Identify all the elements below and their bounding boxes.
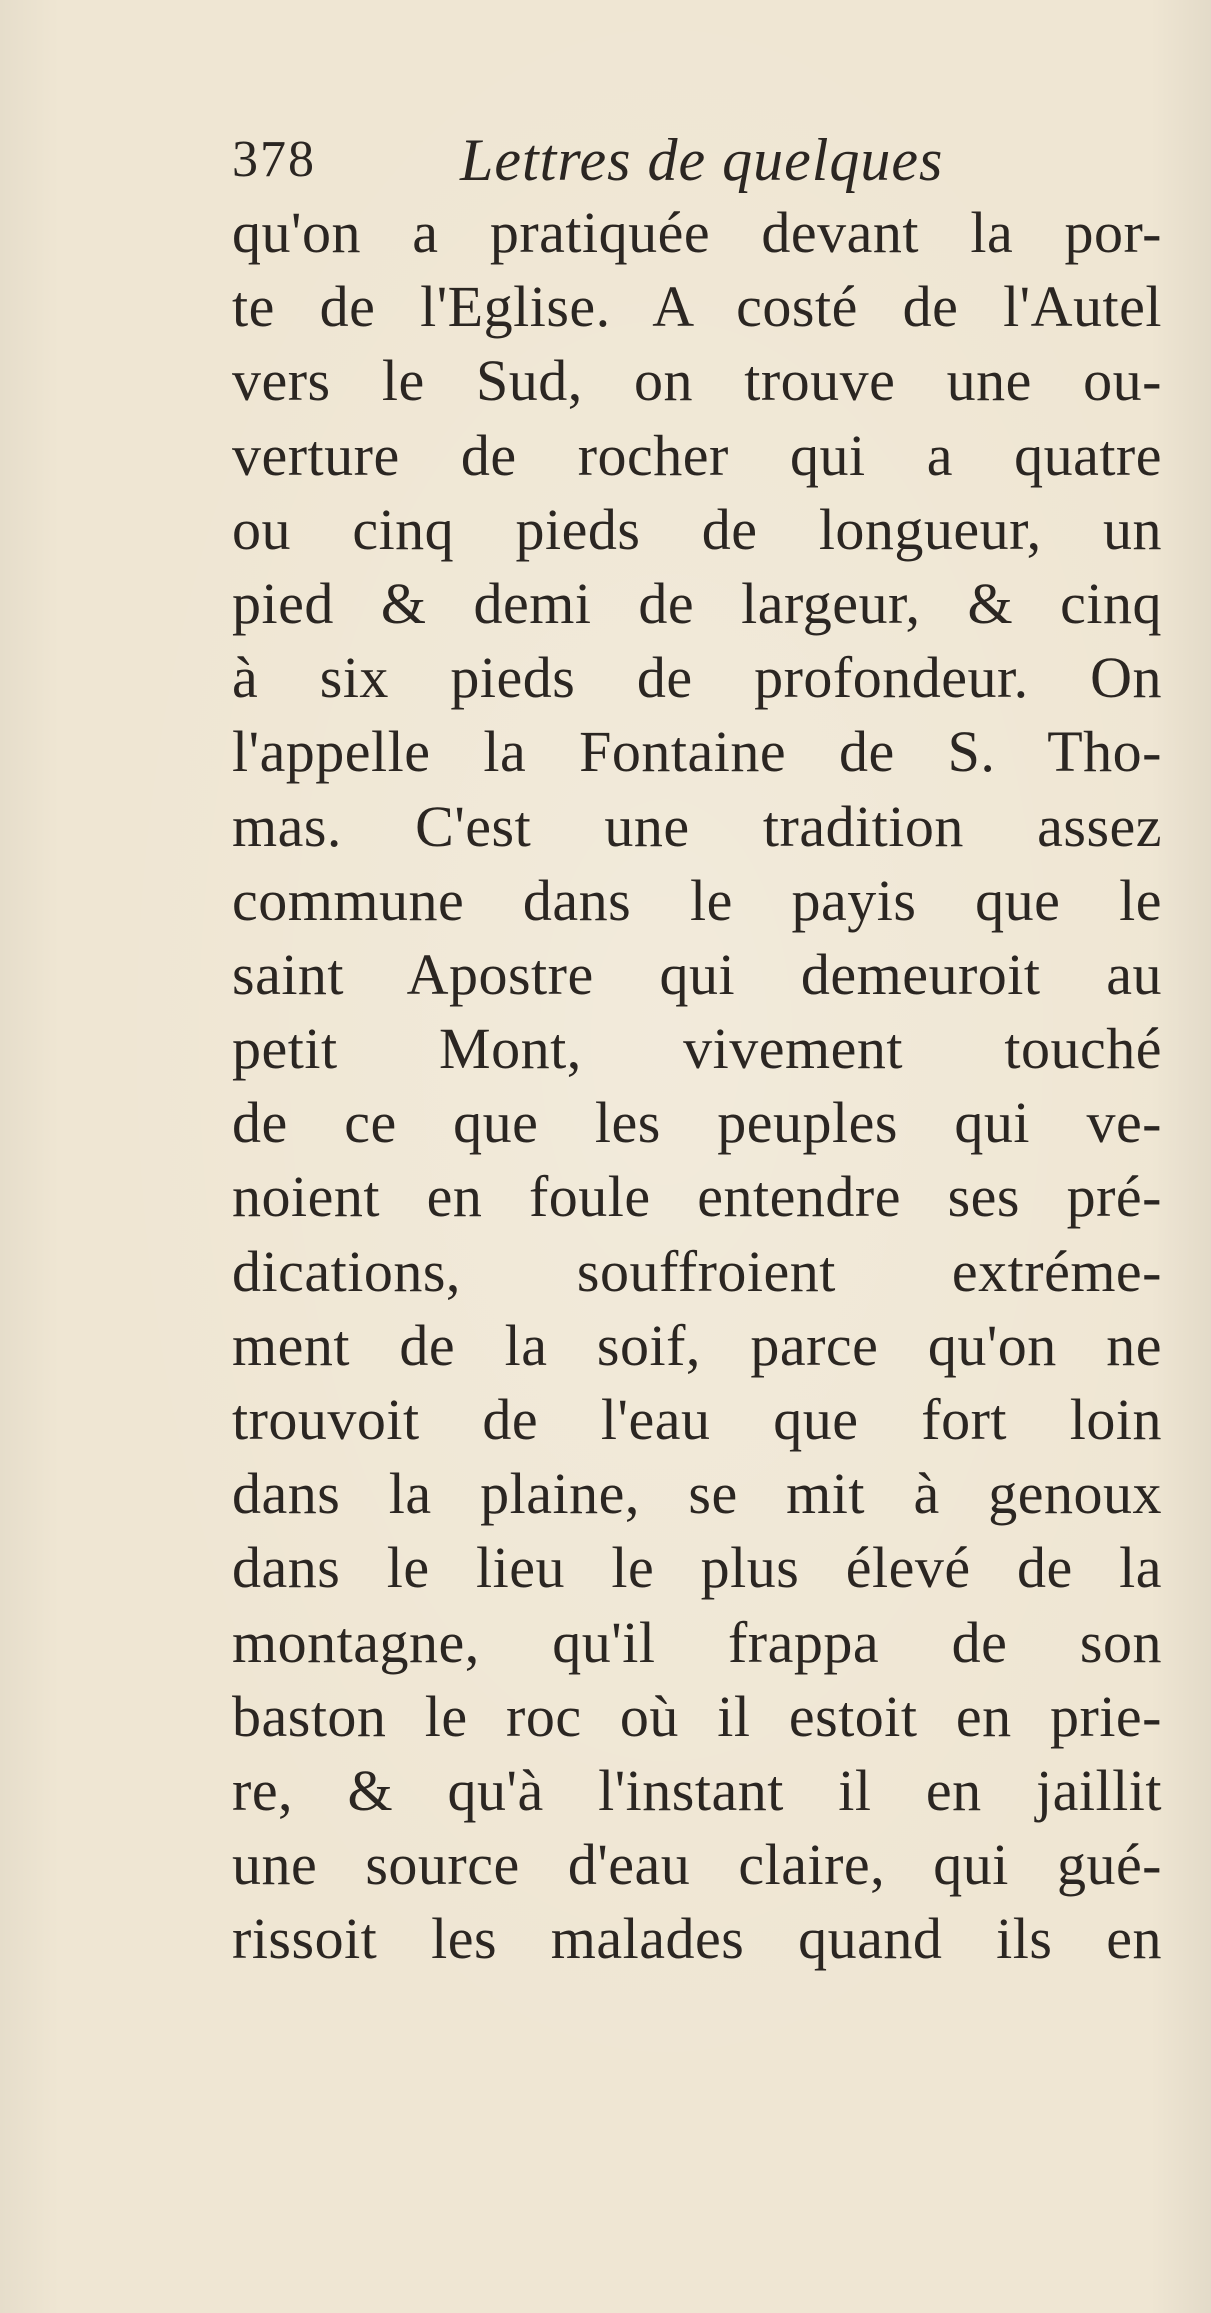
- body-text: [232, 196, 1162, 1977]
- text-line: petit Mont, vivement touché: [232, 1016, 1162, 1082]
- text-line: montagne, qu'il frappa de son: [232, 1609, 1162, 1675]
- text-line: ou cinq pieds de longueur, un: [232, 496, 1162, 562]
- text-line: trouvoit de l'eau que fort loin: [232, 1387, 1162, 1452]
- text-line: une source d'eau claire, qui gué-: [232, 1832, 1162, 1898]
- text-line: ment de la soif, parce qu'on ne: [232, 1312, 1162, 1378]
- text-line: re, & qu'à l'instant il en jaillit: [232, 1757, 1162, 1823]
- text-line: pied & demi de largeur, & cinq: [232, 570, 1162, 636]
- text-line: dans le lieu le plus élevé de la: [232, 1535, 1162, 1601]
- text-line: rissoit les malades quand ils en: [232, 1906, 1162, 1972]
- text-line: dications, souffroient extréme-: [232, 1238, 1162, 1304]
- text-line: à six pieds de profondeur. On: [232, 645, 1162, 711]
- text-line: vers le Sud, on trouve une ou-: [232, 348, 1162, 414]
- text-line: qu'on a pratiquée devant la por-: [232, 200, 1162, 265]
- page-number: 378: [232, 131, 316, 188]
- text-line: noient en foule entendre ses pré-: [232, 1164, 1162, 1230]
- page-header: [232, 128, 992, 198]
- text-line: commune dans le payis que le: [232, 867, 1162, 933]
- text-line: verture de rocher qui a quatre: [232, 422, 1162, 488]
- text-line: saint Apostre qui demeuroit au: [232, 941, 1162, 1007]
- text-line: de ce que les peuples qui ve-: [232, 1090, 1162, 1156]
- text-line: baston le roc où il estoit en prie-: [232, 1683, 1162, 1749]
- text-line: te de l'Eglise. A costé de l'Autel: [232, 274, 1162, 340]
- text-line: l'appelle la Fontaine de S. Tho-: [232, 719, 1162, 785]
- text-line: mas. C'est une tradition assez: [232, 793, 1162, 859]
- text-line: dans la plaine, se mit à genoux: [232, 1461, 1162, 1527]
- running-title: Lettres de quelques: [460, 127, 944, 193]
